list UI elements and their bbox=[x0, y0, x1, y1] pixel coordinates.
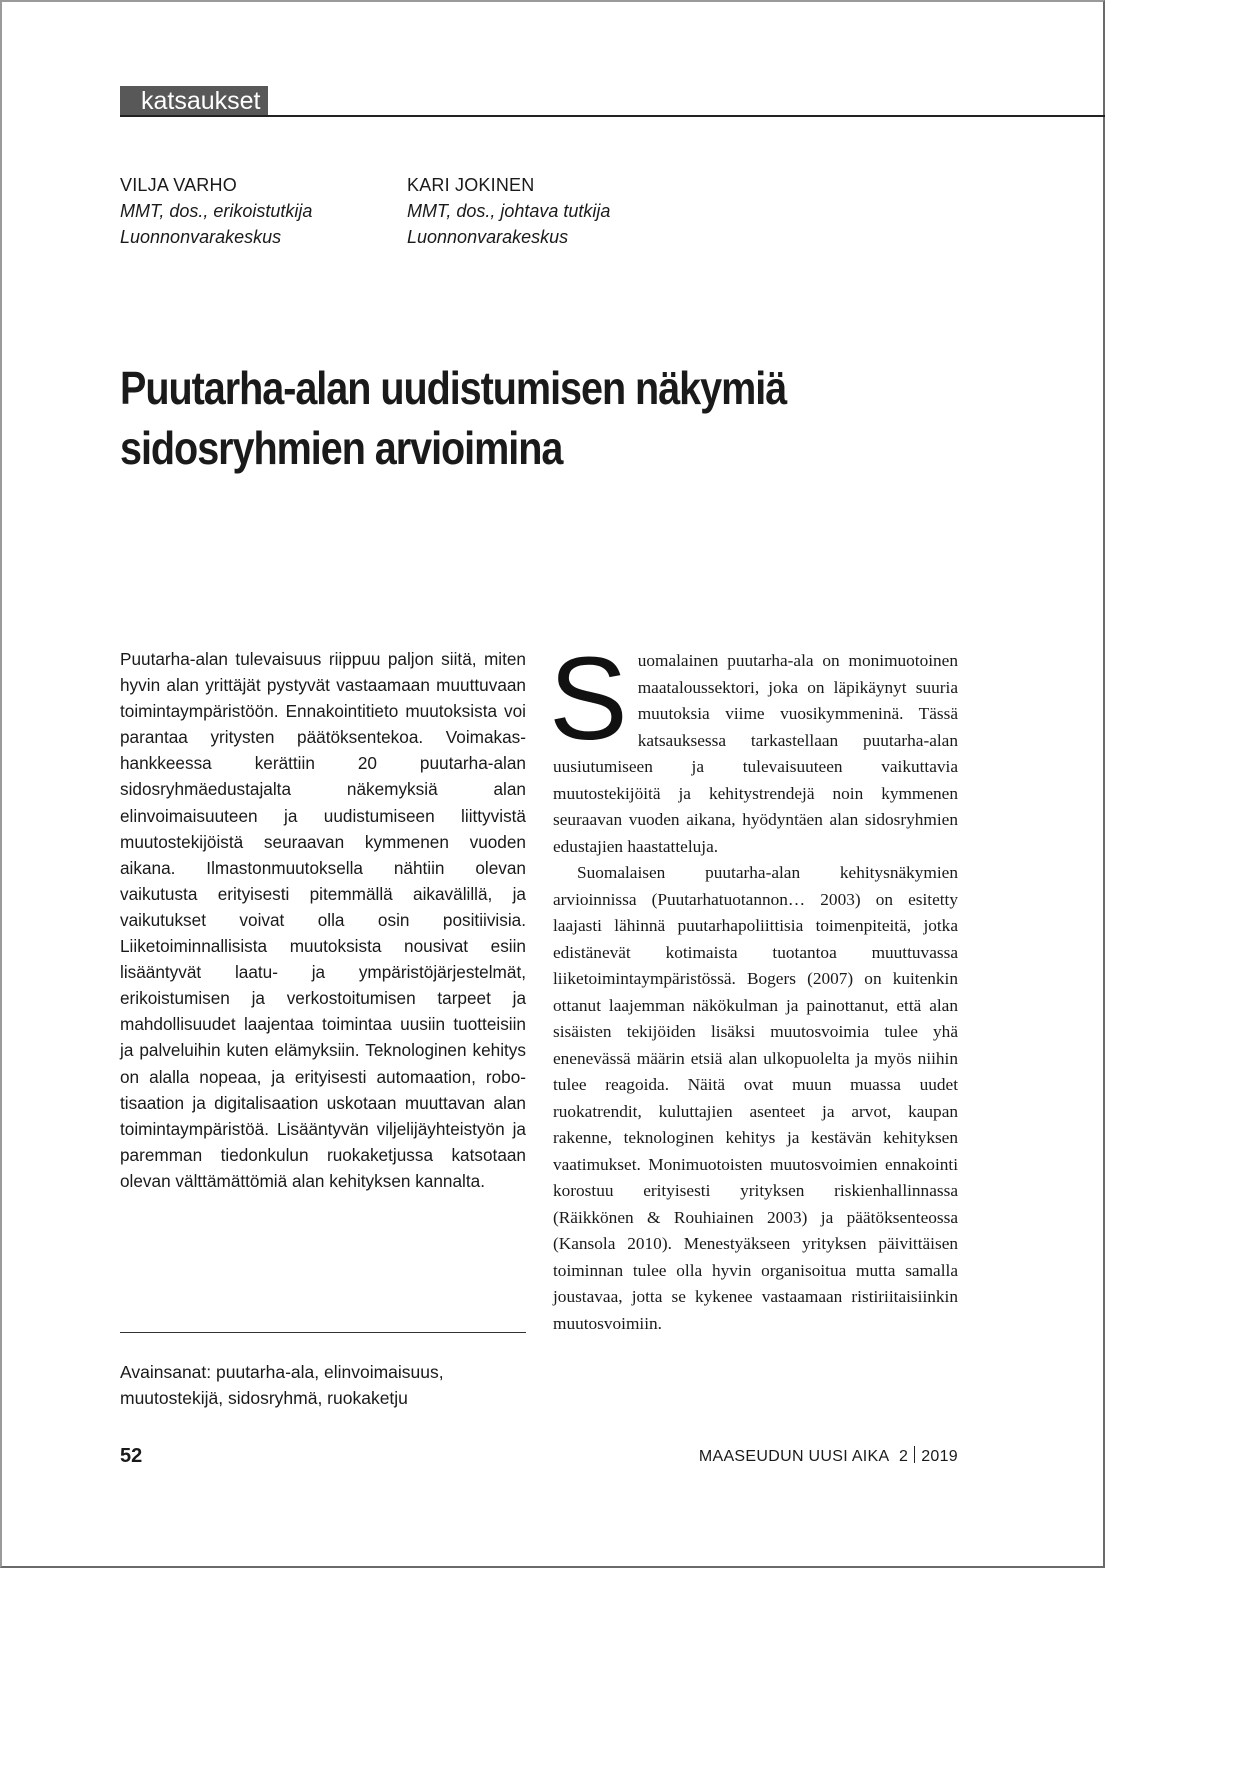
body-text bbox=[549, 633, 958, 1337]
author-title: MMT, dos., erikoistutkija bbox=[120, 201, 313, 221]
article-title-line-1: Puutarha-alan uudistumisen näkymiä bbox=[120, 362, 787, 414]
issue-separator bbox=[914, 1446, 915, 1463]
body-paragraph-1-text: uomalainen puutarha-ala on monimuotoinen maataloussektori, joka on läpikäynyt suuria muutoksia viime vuosikymmeninä. Tässä katsauksessa tarkastellaan puutarha-alan uusiutumiseen ja tulevaisuuteen vaikuttavia muutostekijöitä ja kehitystrendejä noin kymmenen seuraavan vuoden aikana, hyödyntäen alan sidosryhmien edustajien haastatteluja. bbox=[553, 651, 958, 856]
author-title: MMT, dos., johtava tutkija bbox=[407, 201, 611, 221]
page-number: 52 bbox=[120, 1445, 143, 1467]
abstract: Puutarha-alan tulevaisuus riippuu paljon siitä, miten hyvin alan yrittäjät pystyvät vastaamaan muuttuvaan toimintaympäristöön. Ennakointitieto muutoksista voi parantaa yritysten päätöksentekoa. Voimakas-hankkeessa kerättiin 20 puutarha-alan sidosryhmäedustajalta näkemyksiä alan elinvoimaisuuteen ja uudistumiseen liittyvistä muutostekijöistä seuraavan kymmenen vuoden aikana. Ilmastonmuutoksella nähtiin olevan vaikutusta erityisesti pitemmällä aikavälillä, ja vaikutukset voivat olla osin positiivisia. Liiketoiminnallisista muutoksista nousivat esiin lisääntyvät laatu- ja ympäristöjärjestelmät, erikoistumisen ja verkostoitumisen tarpeet ja mahdollisuudet laajentaa toimintaa uusiin tuotteisiin ja palveluihin kuten elämyksiin. Teknologinen kehitys on alalla nopeaa, ja erityisesti automaation, robotisaation ja digitalisaation uskotaan muuttavan alan toimintaympäristöä. Lisääntyvän viljelijäyhteistyön ja paremman tiedonkulun ruokaketjussa katsotaan olevan välttämättömiä alan kehityksen kannalta. bbox=[120, 649, 526, 1191]
body-paragraph-2: Suomalaisen puutarha-alan kehitysnäkymien arvioinnissa (Puutarhatuotannon… 2003) on esitetty laajasti lähinnä puutarhapoliittisia toimenpiteitä, jotka edistänevät kotimaista tuotantoa muuttuvassa liiketoimintaympäristössä. Bogers (2007) on kuitenkin ottanut laajemman näkökulman ja painottanut, että alan sisäisten tekijöiden lisäksi muutosvoimia tulee yhä enenevässä määrin etsiä alan ulkopuolelta ja myös niihin tulee reagoida. Näitä ovat muun muassa uudet ruokatrendit, kuluttajien asenteet ja arvot, kaupan rakenne, teknologinen kehitys ja kestävän kehityksen vaatimukset. Monimuotoisten muutosvoimien ennakointi korostuu erityisesti yrityksen riskienhallinnassa (Räikkönen & Rouhiainen 2003) ja päätöksenteossa (Kansola 2010). Menestyäkseen yrityksen päivittäisen toiminnan tulee olla hyvin organisoitua mutta samalla joustavaa, jotta se kykenee vastaamaan ristiriitaisiinkin muutosvoimiin. bbox=[553, 863, 958, 1333]
keywords: Avainsanat: puutarha-ala, elinvoimaisuus, muutostekijä, sidosryhmä, ruokaketju bbox=[120, 1362, 444, 1408]
author-affiliation: Luonnonvarakeskus bbox=[407, 227, 569, 247]
author-affiliation: Luonnonvarakeskus bbox=[120, 227, 282, 247]
author-block-2 bbox=[407, 172, 610, 250]
author-name: KARI JOKINEN bbox=[407, 175, 535, 195]
body-paragraph-1 bbox=[549, 633, 958, 860]
journal-info bbox=[699, 1446, 958, 1466]
drop-cap: S bbox=[549, 633, 628, 765]
section-label: katsaukset bbox=[120, 86, 268, 116]
author-name: VILJA VARHO bbox=[120, 175, 237, 195]
article-title-line-2: sidosryhmien arvioimina bbox=[120, 422, 563, 474]
journal-name: MAASEUDUN UUSI AIKA bbox=[698, 1448, 890, 1465]
section-rule bbox=[120, 115, 1105, 117]
author-block-1 bbox=[120, 172, 312, 250]
journal-year: 2019 bbox=[921, 1448, 958, 1465]
journal-issue: 2 bbox=[899, 1448, 909, 1465]
keywords-divider bbox=[120, 1332, 526, 1333]
article-title bbox=[120, 358, 894, 478]
